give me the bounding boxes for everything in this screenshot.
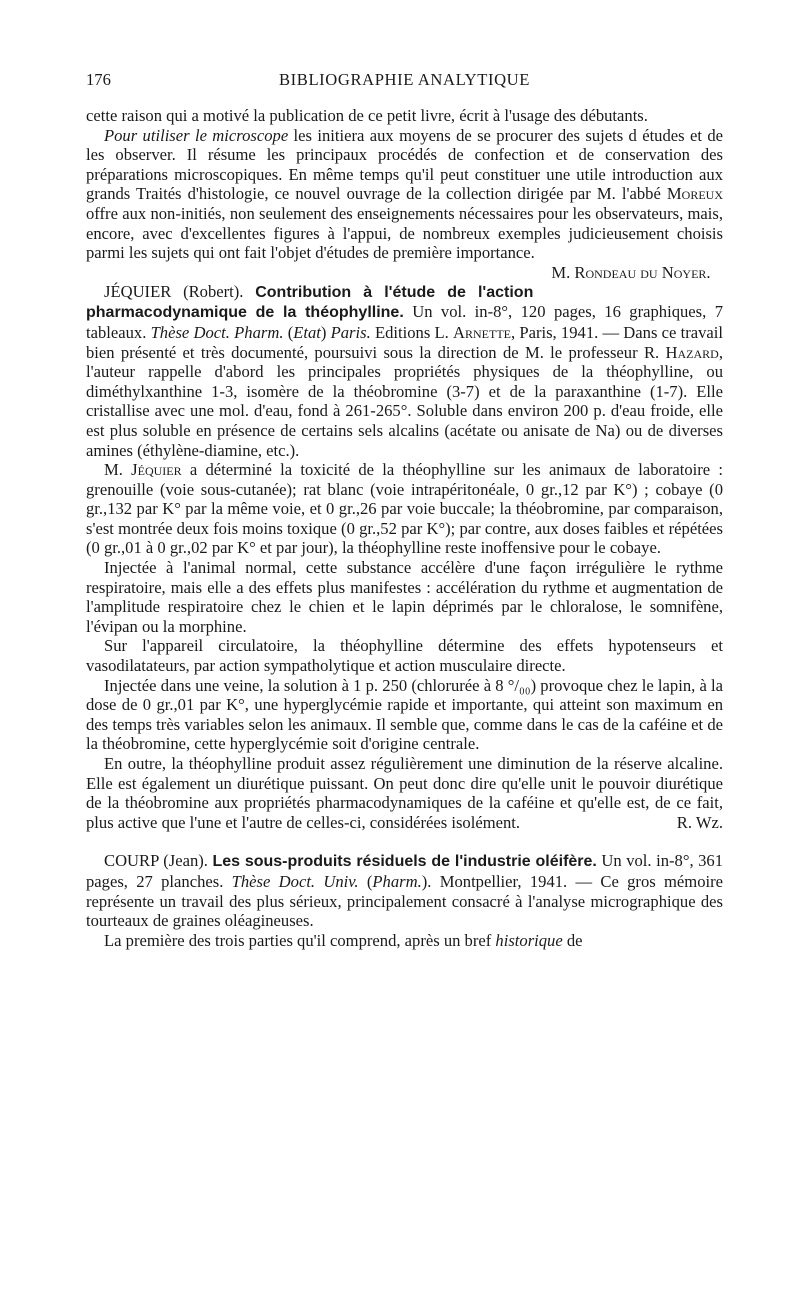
page-number: 176 [86,70,111,89]
person-name: Moreux [666,184,723,204]
paragraph-continuation: cette raison qui a motivé la publication de ce petit livre, écrit à l'usage des débutants. [86,106,648,125]
book-title: Pour utiliser le microscope [104,125,289,145]
paragraph-review-microscope: Pour utiliser le microscope les initiera aux moyens de se procurer des sujets d études et de les observer. Il résume les principaux procédés de confection et de conservation des préparations microscopiques. En même temps qu'il peut constituer une utile introduction aux grands Traités d'histologie, ce nouvel ouvrage de la collection dirigée par M. l'abbé Moreux offre aux non-initiés, non seulement des enseignements nécessaires pour les observateurs, mais, encore, avec d'excellentes figures à l'appui, de nombreux exemples judicieusement choisis parmi les sujets qui ont fait l'objet d'études de première importance. M. Rondeau du Noyer. [86,125,723,282]
page-header [86,70,723,92]
entry-jequier-conclusion: En outre, la théophylline produit assez régulièrement une diminution de la réserve alcaline. Elle est également un diurétique puissant. On peut donc dire qu'elle unit le pouvoir diurétique de la théobromine aux propriétés pharmacodynamiques de la caféine et qu'elle est, de ce fait, plus active que l'une et l'autre de celles-ci, considérées isolément. R. Wz. [86,754,723,832]
entry-jequier-respiration: Injectée à l'animal normal, cette substance accélère d'une façon irrégulière le rythme respiratoire, mais elle a des effets plus manifestes : accélération du rythme et augmentation de l'amplitude respiratoire chez le chien et le lapin déprimés par le chloralose, le somnifène, l'évipan ou la morphine. [86,558,723,636]
entry-title: Contribution à l'étude de l'action pharmacodynamique de la théophylline. [86,283,534,322]
entry-author: JÉQUIER (Robert). [104,281,256,301]
publisher-name: Arnette [453,322,511,342]
entry-courp-parts: La première des trois parties qu'il comprend, après un bref historique de [104,930,583,950]
entry-courp: COURP (Jean). Les sous-produits résiduels de l'industrie oléifère. Un vol. in-8°, 361 pages, 27 planches. Thèse Doct. Univ. (Pharm.). Montpellier, 1941. — Ce gros mémoire représente un travail des plus sérieux, principalement consacré à l'analyse micrographique des tourteaux de graines oléagineuses. [86,851,724,931]
entry-jequier-glycemia: Injectée dans une veine, la solution à 1 p. 250 (chlorurée à 8 °/₀₀) provoque chez le lapin, à la dose de 0 gr.,01 par K°, une hyperglycémie rapide et importante, qui atteint son maximum en des temps très variables selon les animaux. Il semble que, comme dans le cas de la caféine et de la théobromine, cette hyperglycémie soit d'origine centrale. [86,675,723,754]
entry-author: COURP (Jean). [104,851,213,871]
person-name: Jéquier [131,460,182,480]
review-signature: M. Rondeau du Noyer. [551,262,711,282]
running-title: BIBLIOGRAPHIE ANALYTIQUE [278,70,531,89]
review-signature: R. Wz. [676,812,723,832]
entry-jequier: JÉQUIER (Robert). Contribution à l'étude de l'action pharmacodynamique de la théophylline. Un vol. in-8°, 120 pages, 16 graphiques, 7 tableaux. Thèse Doct. Pharm. (Etat) Paris. Editions L. Arnette, Paris, 1941. — Dans ce travail bien présenté et très documenté, poursuivi sous la direction de M. le professeur R. Hazard, l'auteur rappelle d'abord les principales propriétés physiques de la théophylline, ou diméthylxanthine 1-3, isomère de la théobromine (3-7) et de la paraxanthine (1-7). Elle cristallise avec une mol. d'eau, fond à 261-265°. Soluble dans environ 200 p. d'eau froide, elle est plus soluble en présence de certains sels alcalins (acétate ou anisate de Na) ou de diverses amines (éthylène-diamine, etc.). [86,281,723,460]
entry-title: Les sous-produits résiduels de l'industrie oléifère. [212,853,597,871]
entry-jequier-toxicity: M. Jéquier a déterminé la toxicité de la théophylline sur les animaux de laboratoire : grenouille (voie sous-cutanée); rat blanc (voie intrapéritonéale, 0 gr.,12 par K°) ; cobaye (0 gr.,132 par K° par la même voie, et 0 gr.,26 par voie buccale; la théobromine, par comparaison, s'est montrée deux fois moins toxique (0 gr.,52 par K°); par contre, aux doses faibles et répétées (0 gr.,01 à 0 gr.,02 par K° et par jour), la théophylline reste inoffensive pour le cobaye. [86,460,723,558]
entry-jequier-circulation: Sur l'appareil circulatoire, la théophylline détermine des effets hypotenseurs et vasodilatateurs, par action sympatholytique et action musculaire directe. [86,636,723,676]
person-name: Hazard [665,342,719,362]
page-body [86,106,723,950]
